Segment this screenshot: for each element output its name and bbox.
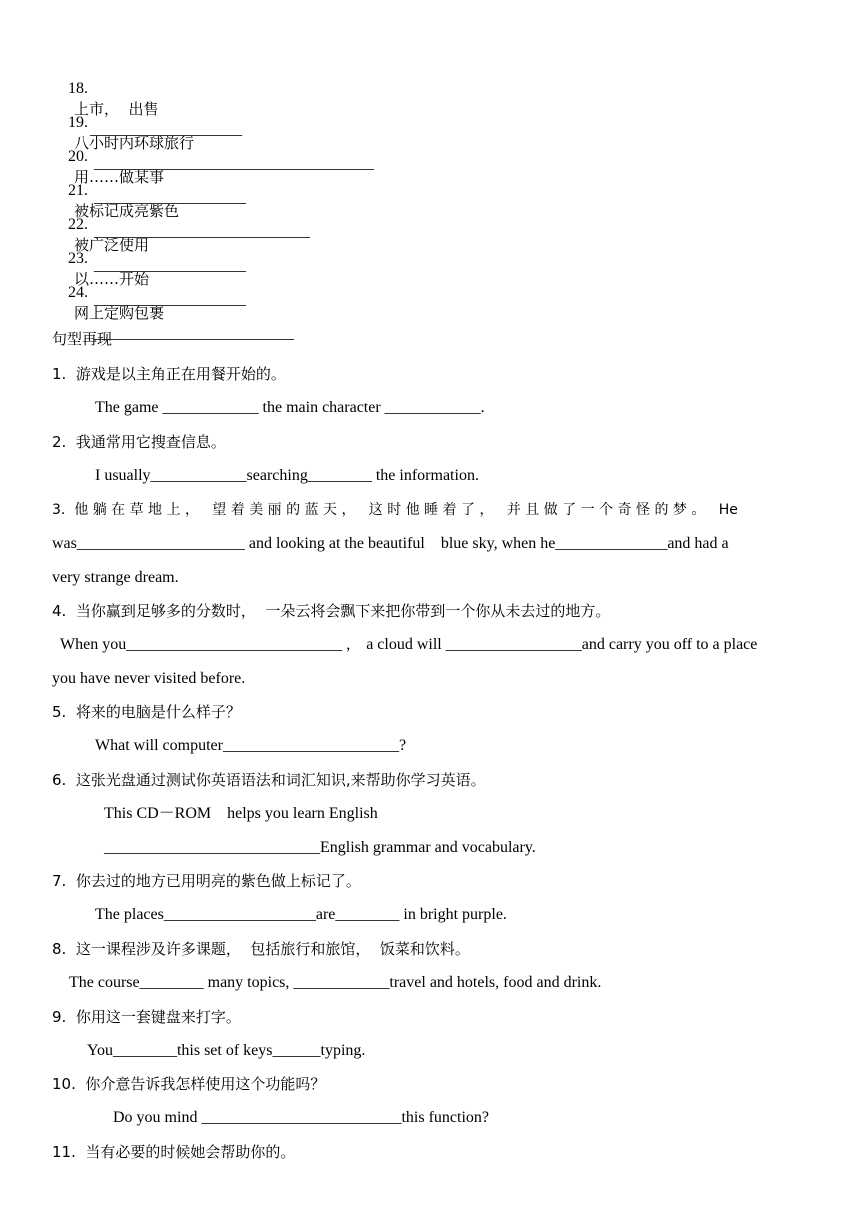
- sentence-7-answer: The places___________________are________ in bright purple.: [95, 906, 507, 923]
- item-number: 19.: [68, 114, 88, 131]
- answer-blank: _________________________: [94, 325, 294, 342]
- sentence-11-prompt: 11. 当有必要的时候她会帮助你的。: [52, 1143, 296, 1161]
- sentence-1-answer: The game ____________ the main character ____________.: [95, 399, 485, 416]
- sentence-3-answer-line-2: very strange dream.: [52, 569, 179, 586]
- sentence-10-prompt: 10. 你介意告诉我怎样使用这个功能吗？: [52, 1075, 326, 1093]
- sentence-4-answer-line-1: When you___________________________ , a cloud will _________________and carry you off to a place: [60, 636, 758, 653]
- item-number: 18.: [68, 80, 88, 97]
- answer-blank: ___________________: [90, 121, 242, 138]
- sentence-6-answer-line-1: This CD－ROM helps you learn English: [104, 805, 378, 822]
- sentence-8-answer: The course________ many topics, ____________travel and hotels, food and drink.: [69, 974, 602, 991]
- sentence-3-prompt: 3. 他 躺 在 草 地 上 ， 望 着 美 丽 的 蓝 天 ， 这 时 他 睡 着 了 ， 并 且 做 了 一 个 奇 怪 的 梦 。 He: [52, 502, 738, 518]
- section-title: 句型再现: [52, 330, 113, 348]
- sentence-7-prompt: 7. 你去过的地方已用明亮的紫色做上标记了。: [52, 872, 361, 890]
- item-prompt: 被广泛使用: [74, 236, 150, 254]
- sentence-5-prompt: 5. 将来的电脑是什么样子？: [52, 703, 241, 721]
- item-prompt: 以……开始: [74, 270, 150, 288]
- sentence-9-answer: You________this set of keys______typing.: [87, 1042, 366, 1059]
- sentence-8-prompt: 8. 这一课程涉及许多课题， 包括旅行和旅馆， 饭菜和饮料。: [52, 940, 470, 958]
- item-number: 20.: [68, 148, 88, 165]
- sentence-9-prompt: 9. 你用这一套键盘来打字。: [52, 1008, 241, 1026]
- item-prompt: 网上定购包裹: [74, 304, 165, 322]
- sentence-3-answer-line-1: was_____________________ and looking at the beautiful blue sky, when he______________and had a: [52, 535, 729, 552]
- sentence-10-answer: Do you mind _________________________this function?: [113, 1109, 489, 1126]
- item-prompt: 用……做某事: [74, 168, 165, 186]
- answer-blank: ___________________________________: [94, 155, 374, 172]
- sentence-2-prompt: 2. 我通常用它搜查信息。: [52, 433, 226, 451]
- item-number: 21.: [68, 182, 88, 199]
- sentence-1-prompt: 1. 游戏是以主角正在用餐开始的。: [52, 365, 286, 383]
- answer-blank: ___________________________: [94, 223, 310, 240]
- sentence-6-prompt: 6. 这张光盘通过测试你英语语法和词汇知识,来帮助你学习英语。: [52, 771, 486, 789]
- sentence-6-answer-line-2: ___________________________English grammar and vocabulary.: [104, 839, 536, 856]
- item-number: 24.: [68, 284, 88, 301]
- item-prompt: 上市， 出售: [74, 100, 159, 118]
- answer-blank: ___________________: [94, 257, 246, 274]
- sentence-2-answer: I usually____________searching________ the information.: [95, 467, 479, 484]
- item-prompt: 八小时内环球旅行: [74, 134, 195, 152]
- answer-blank: ___________________: [94, 189, 246, 206]
- item-number: 22.: [68, 216, 88, 233]
- item-prompt: 被标记成亮紫色: [74, 202, 180, 220]
- sentence-4-prompt: 4. 当你赢到足够多的分数时， 一朵云将会飘下来把你带到一个你从未去过的地方。: [52, 602, 611, 620]
- sentence-5-answer: What will computer______________________?: [95, 737, 407, 754]
- answer-blank: ___________________: [94, 291, 246, 308]
- item-number: 23.: [68, 250, 88, 267]
- sentence-4-answer-line-2: you have never visited before.: [52, 670, 246, 687]
